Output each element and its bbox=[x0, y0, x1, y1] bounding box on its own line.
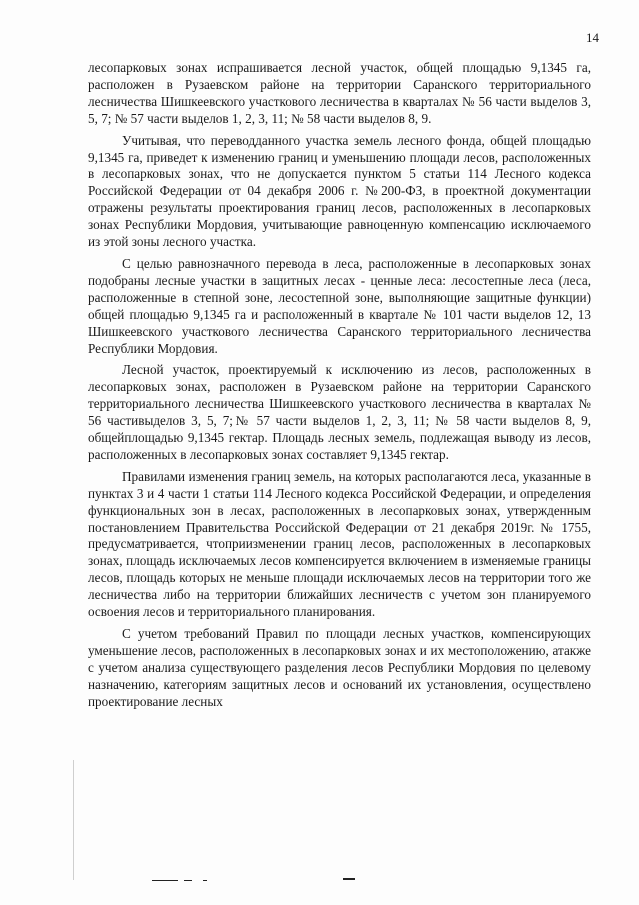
scan-artifact bbox=[343, 878, 355, 880]
document-body bbox=[88, 60, 591, 716]
paragraph-1: лесопарковых зонах испрашивается лесной участок, общей площадью 9,1345 га, расположен в Рузаевском районе на территории Саранского территориального лесничества Шишкеевского участкового лесничества в кварталах № 56 части выделов 3, 5, 7; № 57 части выделов 1, 2, 3, 11; № 58 части выделов 8, 9. bbox=[88, 60, 591, 126]
paragraph-3: С целью равнозначного перевода в леса, расположенные в лесопарковых зонах подобраны лесные участки в защитных лесах - ценные леса: лесостепные леса (леса, расположенные в степной зоне, лесостепной зоне, выполняющие защитные функции) общей площадью 9,1345 га и расположенный в квартале № 101 части выделов 12, 13 Шишкеевского участкового лесничества Саранского территориального лесничества Республики Мордовия. bbox=[88, 255, 591, 356]
scan-artifact bbox=[203, 880, 207, 881]
paragraph-2: Учитывая, что переводданного участка земель лесного фонда, общей площадью 9,1345 га, приведет к изменению границ и уменьшению площади лесов, расположенных в лесопарковых зонах, что не допускается пунктом 5 статьи 114 Лесного кодекса Российской Федерации от 04 декабря 2006 г. №200-ФЗ, в проектной документации отражены результаты проектирования границ лесов, расположенных в лесопарковых зонах Республики Мордовия, учитывающие равноценную компенсацию исключаемого из этой зоны лесного участка. bbox=[88, 132, 591, 250]
paragraph-4: Лесной участок, проектируемый к исключению из лесов, расположенных в лесопарковых зонах, расположен в Рузаевском районе на территории Саранского территориального лесничества Шишкеевского участкового лесничества в кварталах № 56 частивыделов 3, 5, 7;№ 57 части выделов 1, 2, 3, 11; № 58 части выделов 8, 9, общейплощадью 9,1345 гектар. Площадь лесных земель, подлежащая выводу из лесов, расположенных в лесопарковых зонах составляет 9,1345 гектар. bbox=[88, 362, 591, 462]
paragraph-5: Правилами изменения границ земель, на которых располагаются леса, указанные в пунктах 3 и 4 части 1 статьи 114 Лесного кодекса Российской Федерации, и определения функциональных зон в лесах, расположенных в лесопарковых зонах, утвержденным постановлением Правительства Российской Федерации от 21 декабря 2019г. № 1755, предусматривается, чтоприизменении границ лесов, расположенных в лесопарковых зонах, площадь исключаемых лесов компенсируется включением в изменяемые границы лесов, площадь которых не меньше площади исключаемых лесов на территории того же лесничества либо на территории ближайших лесничеств с учетом зон планируемого освоения лесов и территориального планирования. bbox=[88, 468, 591, 620]
page-number: 14 bbox=[586, 30, 599, 45]
scan-artifact bbox=[152, 880, 178, 881]
scan-artifact bbox=[184, 880, 192, 881]
scan-artifact bbox=[73, 760, 74, 880]
paragraph-6: С учетом требований Правил по площади лесных участков, компенсирующих уменьшение лесов, расположенных в лесопарковых зонах и их местоположению, атакже с учетом анализа существующего разделения лесов Республики Мордовия по целевому назначению, категориям защитных лесов и оснований их установления, осуществлено проектирование лесных bbox=[88, 626, 591, 709]
